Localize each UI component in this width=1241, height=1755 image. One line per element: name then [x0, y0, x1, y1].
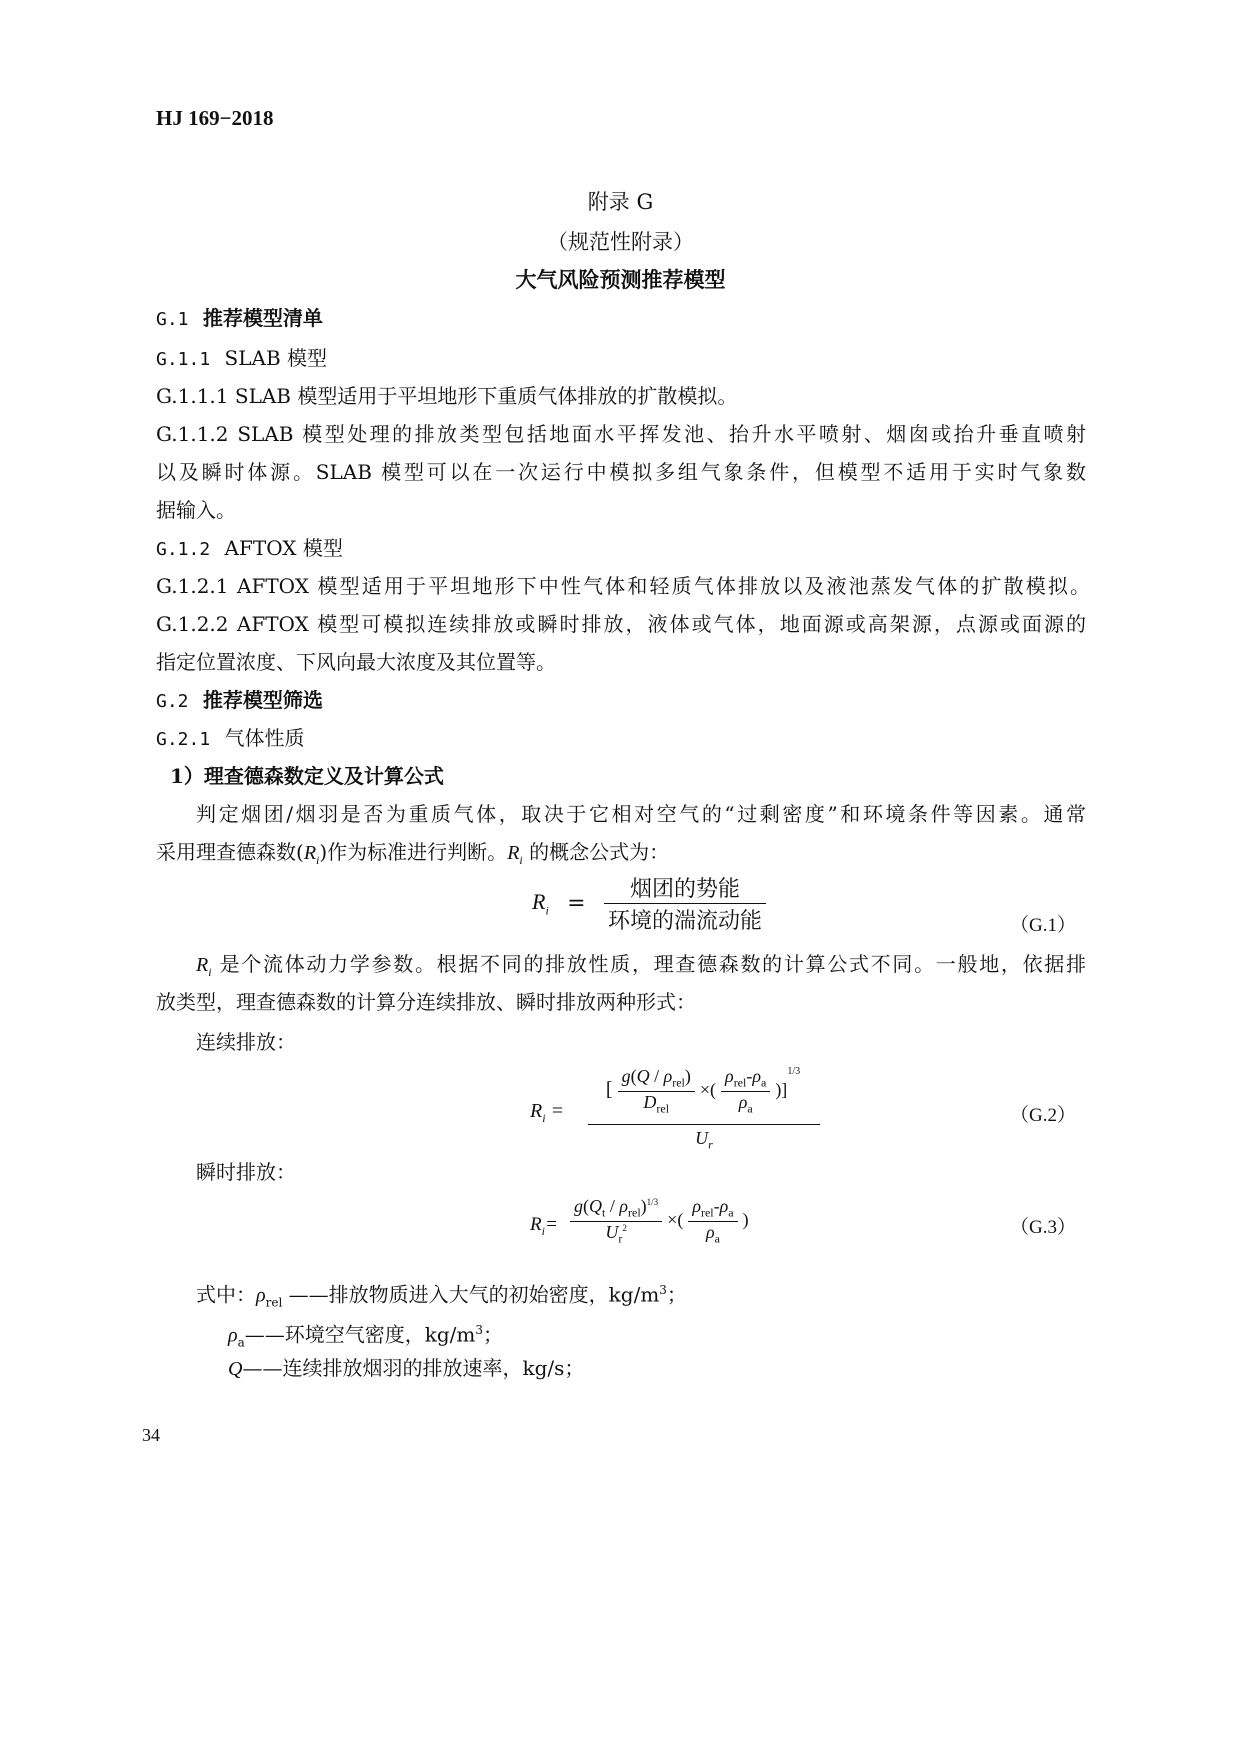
standard-number: HJ 169−2018: [156, 106, 274, 130]
heading-g21-label: 气体性质: [224, 726, 305, 750]
eq2-denominator: $U_r$: [695, 1128, 713, 1152]
para1-line1: 判定烟团/烟羽是否为重质气体，取决于它相对空气的“过剩密度”和环境条件等因素。通常: [196, 802, 1086, 826]
eq1-lhs: $R_i$: [532, 888, 549, 918]
def-q: Q——连续排放烟羽的排放速率，kg/s；: [228, 1356, 585, 1380]
heading-g11-num: G.1.1: [156, 349, 211, 370]
equation-g2: $R_i$ = [ $\frac{g(Q / \rho_{rel})}{D_{rel}}$ ×( $\frac{\rho_{rel}-\rho_a}{\rho_a}$ )]$^{1/3}$ $U_r$: [530, 1066, 830, 1162]
eq1-numerator: 烟团的势能: [604, 872, 766, 904]
appendix-type: （规范性附录）: [547, 230, 694, 254]
eq3-label: （G.3）: [1010, 1217, 1076, 1238]
equation-g1: [532, 872, 766, 935]
clause-g112-line2: 以及瞬时体源。SLAB 模型可以在一次运行中模拟多组气象条件，但模型不适用于实时气象数: [156, 460, 1086, 484]
appendix-name: 大气风险预测推荐模型: [515, 267, 726, 292]
para1-text-c: 的概念公式为：: [522, 840, 670, 864]
para1-text-a: 采用理查德森数(: [156, 840, 304, 864]
heading-g2: [156, 680, 1086, 722]
heading-g11: [156, 338, 1086, 380]
heading-g21: [156, 718, 1086, 760]
clause-g112-line1: G.1.1.2 SLAB 模型处理的排放类型包括地面水平挥发池、抬升水平喷射、烟囱或抬升垂直喷射: [156, 422, 1086, 446]
eq1-label: （G.1）: [1010, 915, 1076, 936]
eq1-fraction: [604, 872, 766, 935]
def-rho-a: $\rho_a——$环境空气密度，$kg/m^3$；: [228, 1322, 504, 1350]
heading-g2-label: 推荐模型筛选: [202, 688, 323, 712]
symbol-ri-2: $R_i$: [507, 842, 523, 867]
item-richardson: 1）理查德森数定义及计算公式: [170, 764, 444, 788]
page-number: 34: [142, 1425, 160, 1445]
heading-g1-label: 推荐模型清单: [202, 306, 323, 330]
para2-line2: 放类型，理查德森数的计算分连续排放、瞬时排放两种形式：: [156, 990, 696, 1014]
heading-g12: [156, 528, 1086, 570]
appendix-title: 附录 G: [587, 190, 654, 214]
heading-g11-label: SLAB 模型: [224, 346, 328, 370]
symbol-ri-3: $R_i$: [196, 954, 212, 979]
eq2-numerator: [ $\frac{g(Q / \rho_{rel})}{D_{rel}}$ ×( $\frac{\rho_{rel}-\rho_a}{\rho_a}$ )]$^{1/3}$: [605, 1066, 801, 1116]
heading-g12-label: AFTOX 模型: [224, 536, 343, 560]
clause-g122-line2: 指定位置浓度、下风向最大浓度及其位置等。: [156, 650, 556, 674]
def-rho-rel: 式中：$\rho_{rel}$ ——排放物质进入大气的初始密度，$kg/m^3$；: [196, 1282, 687, 1310]
eq1-denominator: 环境的湍流动能: [607, 909, 762, 934]
equation-g3: $R_i=$ $\frac{g(Q_t / \rho_{rel})^{1/3}}{U_r^2}$ ×( $\frac{\rho_{rel}-\rho_a}{\rho_a}$ ): [530, 1196, 749, 1246]
heading-g2-num: G.2: [156, 691, 189, 712]
clause-g121: G.1.2.1 AFTOX 模型适用于平坦地形下中性气体和轻质气体排放以及液池蒸发气体的扩散模拟。: [156, 574, 1090, 598]
symbol-ri: $R_i$: [303, 842, 320, 867]
heading-g12-num: G.1.2: [156, 539, 211, 560]
heading-g1: [156, 298, 1086, 340]
heading-g1-num: G.1: [156, 309, 189, 330]
clause-g122-line1: G.1.2.2 AFTOX 模型可模拟连续排放或瞬时排放，液体或气体，地面源或高架源，点源或面源的: [156, 612, 1086, 636]
instant-label: 瞬时排放：: [196, 1160, 296, 1184]
para2-text: 是个流体动力学参数。根据不同的排放性质，理查德森数的计算公式不同。一般地，依据排: [211, 952, 1086, 976]
clause-g111: G.1.1.1 SLAB 模型适用于平坦地形下重质气体排放的扩散模拟。: [156, 384, 738, 408]
heading-g21-num: G.2.1: [156, 729, 211, 750]
continuous-label: 连续排放：: [196, 1030, 296, 1054]
eq2-fraction-bar: [588, 1124, 820, 1125]
eq2-label: （G.2）: [1010, 1105, 1076, 1126]
eq1-equals: =: [567, 891, 586, 916]
clause-g112-line3: 据输入。: [156, 498, 236, 522]
para1-text-b: )作为标准进行判断。: [319, 840, 508, 864]
